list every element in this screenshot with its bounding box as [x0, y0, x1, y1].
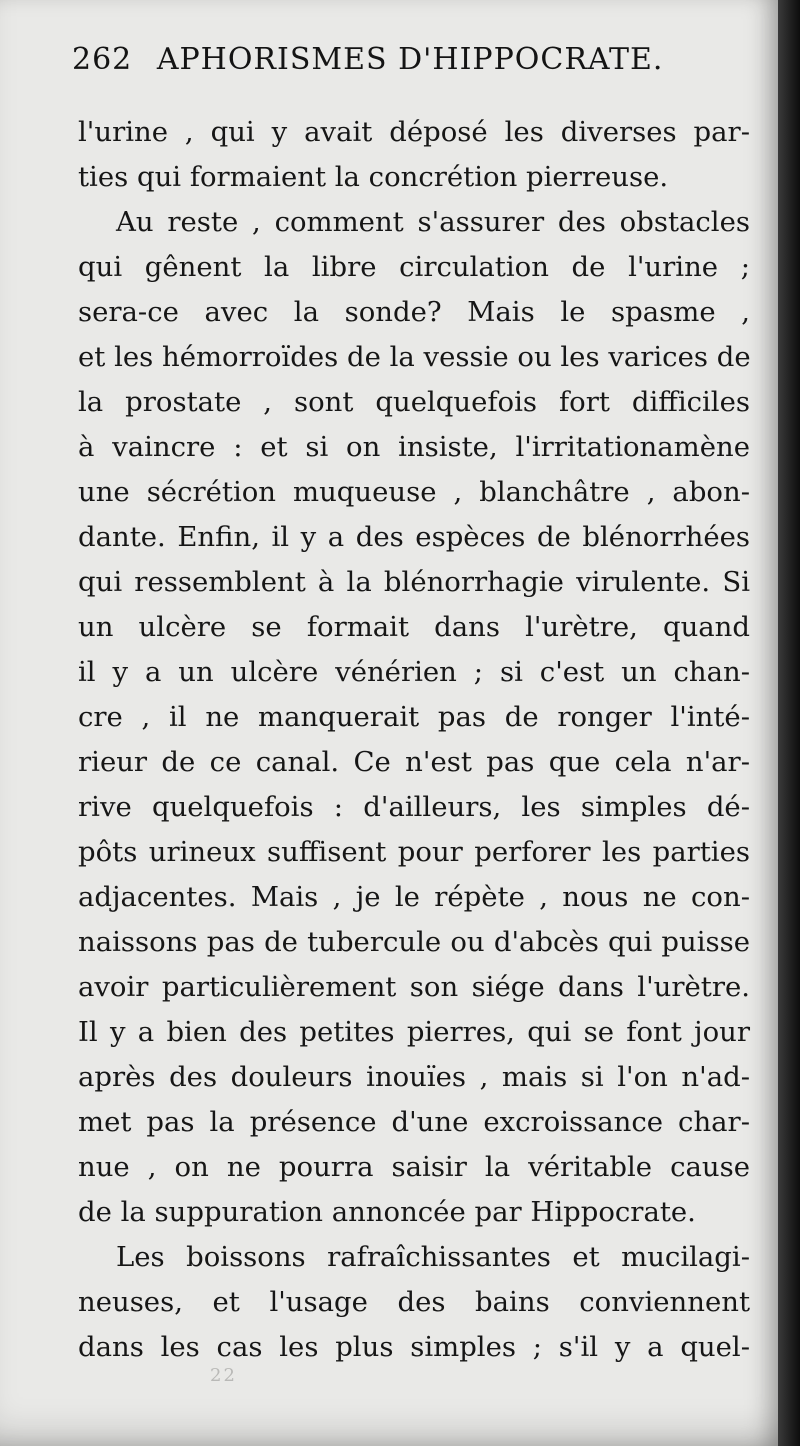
book-edge: [778, 0, 800, 1446]
text-line: à vaincre : et si on insiste, l'irritationamène: [78, 431, 750, 463]
text-line: nue , on ne pourra saisir la véritable cause: [78, 1151, 750, 1183]
text-line: avoir particulièrement son siége dans l'urètre.: [78, 971, 750, 1003]
text-line: qui ressemblent à la blénorrhagie virulente. Si: [78, 566, 750, 598]
text-line: rieur de ce canal. Ce n'est pas que cela n'ar-: [78, 746, 750, 778]
text-line: la prostate , sont quelquefois fort difficiles: [78, 386, 750, 418]
folio-mark: 22: [210, 1365, 237, 1386]
text-line: Il y a bien des petites pierres, qui se font jour: [78, 1016, 750, 1048]
text-line: Au reste , comment s'assurer des obstacles: [116, 206, 750, 238]
text-line: dans les cas les plus simples ; s'il y a quel-: [78, 1331, 750, 1363]
text-line: naissons pas de tubercule ou d'abcès qui puisse: [78, 926, 750, 958]
text-line: et les hémorroïdes de la vessie ou les varices de: [78, 341, 751, 373]
text-line: sera-ce avec la sonde? Mais le spasme ,: [78, 296, 750, 328]
text-line: après des douleurs inouïes , mais si l'on n'ad-: [78, 1061, 750, 1093]
text-line: Les boissons rafraîchissantes et mucilagi-: [116, 1241, 750, 1273]
text-line: l'urine , qui y avait déposé les diverses par-: [78, 116, 750, 148]
text-line: cre , il ne manquerait pas de ronger l'inté-: [78, 701, 750, 733]
text-line: met pas la présence d'une excroissance char-: [78, 1106, 750, 1138]
text-line: de la suppuration annoncée par Hippocrate.: [78, 1196, 696, 1228]
text-line: qui gênent la libre circulation de l'urine ;: [78, 251, 750, 283]
text-line: une sécrétion muqueuse , blanchâtre , abon-: [78, 476, 750, 508]
text-line: neuses, et l'usage des bains conviennent: [78, 1286, 750, 1318]
page-number: 262: [72, 42, 133, 77]
running-header: [72, 42, 712, 77]
text-line: pôts urineux suffisent pour perforer les parties: [78, 836, 750, 868]
text-line: un ulcère se formait dans l'urètre, quand: [78, 611, 750, 643]
text-line: rive quelquefois : d'ailleurs, les simples dé-: [78, 791, 750, 823]
running-title: APHORISMES D'HIPPOCRATE.: [156, 42, 664, 77]
text-line: adjacentes. Mais , je le répète , nous ne con-: [78, 881, 750, 913]
text-line: il y a un ulcère vénérien ; si c'est un chan-: [78, 656, 750, 688]
body-text: [78, 110, 750, 1370]
text-line: ties qui formaient la concrétion pierreuse.: [78, 161, 669, 193]
text-line: dante. Enfin, il y a des espèces de blénorrhées: [78, 521, 750, 553]
